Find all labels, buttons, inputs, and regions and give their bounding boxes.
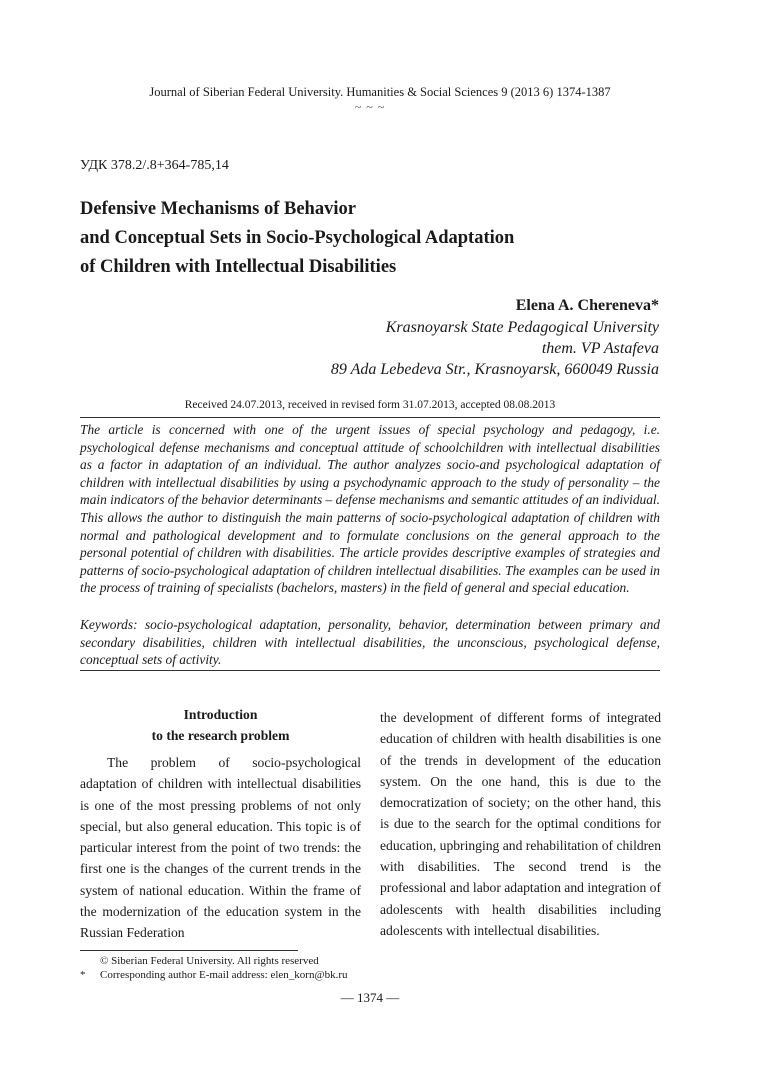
author-name: Elena A. Chereneva* bbox=[515, 297, 659, 314]
heading-line-1: Introduction bbox=[183, 707, 258, 722]
title-line-2: and Conceptual Sets in Socio-Psychological Adaptation bbox=[80, 228, 515, 248]
received-dates: Received 24.07.2013, received in revised form 31.07.2013, accepted 08.08.2013 bbox=[184, 399, 556, 411]
footnote-rule bbox=[80, 950, 298, 951]
title-line-1: Defensive Mechanisms of Behavior bbox=[80, 199, 356, 219]
affiliation-line-1: Krasnoyarsk State Pedagogical University bbox=[385, 319, 659, 336]
abstract-bottom-rule bbox=[80, 670, 660, 671]
body-column-left: The problem of socio-psychological adaptation of children with intellectual disabilities is one of the most pressing problems of not only special, but also general education. This topic is of particular interest from the point of two trends: the first one is the changes of the current trends in the system of national education. Within the frame of the modernization of the education system in the Russian Federation bbox=[80, 755, 361, 941]
abstract: The article is concerned with one of the urgent issues of special psychology and pedagogy, i.e. psychological defense mechanisms and conceptual attitude of schoolchildren with intellectual disabilities as a factor in adaptation of an individual. The author analyzes socio-and psychological adaptation of children with intellectual disabilities by using a psychodynamic approach to the study of personality – the main indicators of the behavior determinants – defense mechanisms and semantic attitudes of an individual. This allows the author to distinguish the main patterns of socio-psychological adaptation of children with normal and pathological development and to formulate conclusions on the general approach to the personal potential of children with disabilities. The article provides descriptive examples of strategies and patterns of socio-psychological adaptation of children intellectual disabilities. The examples can be used in the process of training of specialists (bachelors, masters) in the field of general and special education. bbox=[80, 422, 660, 596]
page-number: — 1374 — bbox=[340, 990, 400, 1005]
footnote-star: * bbox=[80, 969, 86, 981]
body-column-right: the development of different forms of integrated education of children with health disabilities is one of the trends in development of the education system. On the one hand, this is due to the democratization of society; on the other hand, this is due to the search for the optimal conditions for education, upbringing and rehabilitation of children with disabilities. The second trend is the professional and labor adaptation and integration of adolescents with health disabilities including adolescents with intellectual disabilities. bbox=[380, 710, 661, 938]
footnote-corresponding-author: Corresponding author E-mail address: elen_korn@bk.ru bbox=[100, 969, 348, 981]
affiliation-line-2: them. VP Astafeva bbox=[541, 340, 659, 357]
title-line-3: of Children with Intellectual Disabilities bbox=[80, 257, 397, 277]
keywords: Keywords: socio-psychological adaptation, personality, behavior, determination between primary and secondary disabilities, children with intellectual disabilities, the unconscious, psychological defense, conceptual sets of activity. bbox=[80, 617, 660, 668]
journal-header: Journal of Siberian Federal University. Humanities & Social Sciences 9 (2013 6) 1374-1387 bbox=[149, 85, 611, 99]
header-separator: ~ ~ ~ bbox=[354, 100, 386, 114]
affiliation-line-3: 89 Ada Lebedeva Str., Krasnoyarsk, 660049 Russia bbox=[330, 361, 659, 378]
abstract-top-rule bbox=[80, 417, 660, 418]
udk-code: УДК 378.2/.8+364-785,14 bbox=[80, 158, 229, 173]
author-affiliation bbox=[331, 317, 659, 380]
article-title bbox=[80, 195, 680, 282]
heading-line-2: to the research problem bbox=[151, 728, 290, 743]
footnote-copyright: © Siberian Federal University. All rights reserved bbox=[100, 955, 319, 967]
section-heading bbox=[80, 704, 361, 746]
